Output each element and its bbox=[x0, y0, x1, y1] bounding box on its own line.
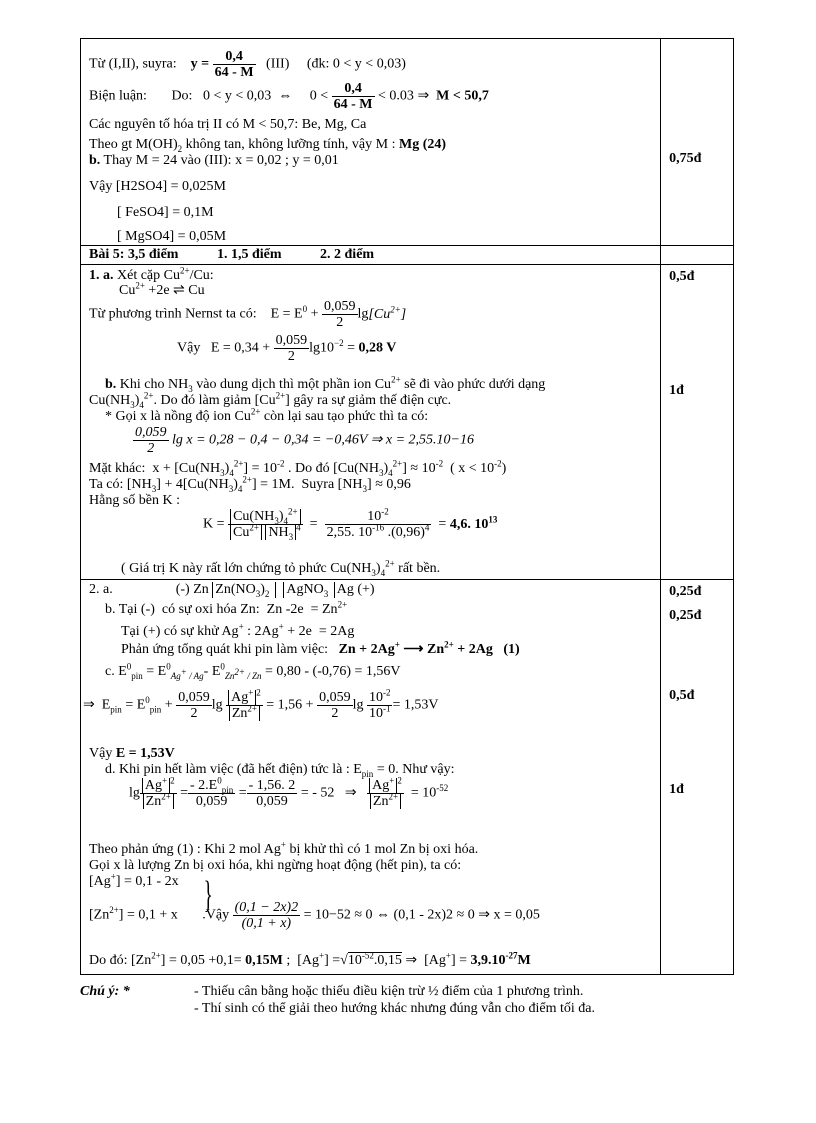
section-part-1 bbox=[81, 265, 734, 580]
score: 1đ bbox=[669, 782, 684, 797]
p1: 1. 1,5 điểm bbox=[216, 247, 282, 262]
t: b. bbox=[89, 153, 101, 168]
fraction: $\frac{Ag^+ ^2}{Zn^{2+}}$ bbox=[226, 690, 263, 721]
cond: (đk: 0 < y < 0,03) bbox=[306, 56, 406, 72]
s3-c9: Theo phản ứng (1) : Khi 2 mol Ag+ bị khử thì có 1 mol Zn bị oxi hóa. bbox=[89, 839, 479, 857]
fraction bbox=[322, 299, 358, 330]
section1-content bbox=[81, 39, 661, 246]
cond-b: 0 < bbox=[309, 88, 329, 104]
s2-b3: * Gọi x là nồng độ ion $Cu^{2+}$ còn lại sau tạo phức thì ta có: bbox=[105, 406, 429, 424]
s1-line5 bbox=[89, 153, 339, 169]
cond-a: 0 < y < 0,03 bbox=[202, 88, 272, 104]
s2-b4 bbox=[133, 425, 474, 456]
t: Từ phương trình Nernst ta có: bbox=[89, 306, 257, 322]
bai5-title bbox=[89, 247, 374, 263]
num: (0,1 − 2x)2 bbox=[234, 900, 299, 915]
section-part-2 bbox=[81, 580, 734, 975]
den: 2 bbox=[147, 441, 155, 456]
label: Từ (I,II), suyra: bbox=[89, 56, 177, 72]
s2-b5: Mặt khác: $x + [Cu(NH_3)_4^{2+}] = 10^{-2}$ . Do đó $[Cu(NH_3)_4^{2+}] \approx 10^{-2}$ ( $x < 10^{-2}$) bbox=[89, 458, 507, 478]
score: 1đ bbox=[669, 383, 684, 398]
s3-c6: ⇒ $E_{pin} = E^0_{pin}$ + $\frac{0,059}{2}$ lg $\frac{Ag^+ ^2}{Zn^{2+}}$ = 1,56 + $\frac{0,059}{2}$ lg $\frac{10^{-2}}{10^{-1}}$ = 1,53V bbox=[83, 687, 439, 721]
s2-a4: Vậy E = 0,34 + $\frac{0,059}{2}$ $\lg 10^{-2} = 0,28$ V bbox=[177, 333, 397, 364]
bai5-header bbox=[81, 246, 661, 265]
s1-line7: [ FeSO4] = 0,1M bbox=[117, 205, 214, 220]
bai5-header-row bbox=[81, 246, 734, 265]
s3-d-eq: lg $\frac{Ag^+ ^2}{Zn^{2+}}$ = $\frac{- 2.E^0_{pin}}{0,059}$ = $\frac{- 1,56. 2}{0,059}$ = - 52 ⇒ $\frac{Ag^+ ^2}{Zn^{2+}}$ = $10^{-52}$ bbox=[129, 775, 449, 809]
fraction: $\frac{- 2.E^0_{pin}}{0,059}$ bbox=[190, 775, 234, 809]
num: 0,059 bbox=[324, 299, 356, 314]
s1-line8: [ MgSO4] = 0,05M bbox=[117, 229, 227, 244]
eq: lg x = 0,28 − 0,4 − 0,34 = −0,46V ⇒ x = 2,55.10−16 bbox=[172, 432, 474, 448]
s1-line4: Theo gt $M(OH)_2$ không tan, không lưỡng tính, vậy M : Mg (24) bbox=[89, 137, 447, 154]
s2-b2: $Cu(NH_3)_4^{2+}$. Do đó làm giảm $[Cu^{2+}]$ gây ra sự giảm thế điện cực. bbox=[89, 390, 452, 410]
t: 2. a. bbox=[89, 582, 113, 597]
t: Mg (24) bbox=[398, 137, 447, 152]
fraction: $\frac{Cu(NH_3)_4^{2+}}{Cu^{2+} NH_3^4}$ bbox=[228, 509, 303, 540]
result: M < 50,7 bbox=[436, 88, 489, 104]
grading-table bbox=[80, 38, 734, 975]
s3-c4: Phản ứng tổng quát khi pin làm việc: Zn + 2Ag+ ⟶ $Zn^{2+} + 2Ag$ (1) bbox=[121, 639, 520, 657]
s2-b6: Ta có: $[NH_3] + 4[Cu(NH_3)_4^{2+}] = 1M$. Suyra $[NH_3] \approx 0,96$ bbox=[89, 474, 411, 494]
score: 0,5đ bbox=[669, 688, 695, 703]
note-line2: - Thí sinh có thể giải theo hướng khác nhưng đúng vẫn cho điểm tối đa. bbox=[194, 1001, 596, 1016]
fraction: $\frac{10^{-2}}{2,55. 10^{-16} .(0,96)^4}$ bbox=[326, 506, 430, 540]
fraction: $\frac{0,059}{2}$ bbox=[178, 690, 210, 721]
score: 0,25đ bbox=[669, 584, 702, 599]
num: 0,059 bbox=[135, 425, 167, 440]
s3-c7: Vậy E = 1,53V bbox=[89, 746, 175, 761]
score: 0,5đ bbox=[669, 269, 695, 284]
cond-c: < 0.03 bbox=[378, 88, 414, 104]
den: 64 - M bbox=[214, 65, 254, 80]
label: Biện luận: bbox=[89, 88, 147, 104]
s1-line2: Biện luận: Do: 0 < y < 0,03 ⇔ 0 < $\frac{0,4}{64 - M}$ < 0.03 ⇒ M < 50,7 bbox=[89, 81, 489, 112]
s2-b1: b. Khi cho $NH_3$ vào dung dịch thì một phần ion $Cu^{2+}$ sẽ đi vào phức dưới dạng bbox=[105, 374, 546, 394]
s1-line6: Vậy [H2SO4] = 0,025M bbox=[89, 179, 226, 194]
s3-c5: c. $E^0_{pin} = E^0_{Ag^+ / Ag}-$ $E^0_{Zn^{2+} / Zn} = 0,80 - (-0,76) = 1,56V$ bbox=[105, 661, 401, 681]
result: 0,28 V bbox=[358, 340, 397, 356]
t: Phản ứng tổng quát khi pin làm việc: bbox=[121, 642, 329, 657]
fraction bbox=[274, 333, 310, 364]
note-label: Chú ý: * bbox=[80, 984, 130, 999]
num: 0,4 bbox=[332, 81, 375, 97]
t: không tan, không lưỡng tính, vậy M : bbox=[182, 137, 399, 152]
s2-a3: Từ phương trình Nernst ta có: $E = E^0$ + $\frac{0,059}{2}$ $\lg[Cu^{2+}]$ bbox=[89, 299, 407, 330]
fraction: $\frac{- 1,56. 2}{0,059}$ bbox=[248, 778, 296, 809]
score: 0,25đ bbox=[669, 608, 702, 623]
section2-content bbox=[81, 265, 661, 580]
s2-a2: $Cu^{2+} +2e$ ⇌ Cu bbox=[119, 280, 205, 298]
den: 2 bbox=[287, 349, 295, 364]
bai5-header-score bbox=[661, 246, 734, 265]
k: K = bbox=[203, 516, 225, 532]
den: 64 - M bbox=[333, 97, 373, 112]
num: 0,4 bbox=[213, 49, 256, 65]
title: Bài 5: 3,5 điểm bbox=[89, 247, 179, 262]
fraction bbox=[233, 900, 301, 931]
fraction: $\frac{Ag^+ ^2}{Zn^{2+}}$ bbox=[140, 778, 177, 809]
y-eq: y = bbox=[190, 56, 210, 72]
t: Thay M = 24 vào (III): x = 0,02 ; y = 0,01 bbox=[100, 153, 339, 168]
s3-c3: Tại (+) có sự khử Ag+ : 2Ag+ + 2e = 2Ag bbox=[121, 621, 355, 639]
s1-line3: Các nguyên tố hóa trị II có M < 50,7: Be, Mg, Ca bbox=[89, 117, 367, 132]
s3-c2: b. Tại (-) có sự oxi hóa Zn: Zn $-2e = Zn^{2+}$ bbox=[105, 599, 348, 617]
num: 0,059 bbox=[275, 333, 308, 348]
fraction: $\frac{10^{-2}}{10^{-1}}$ bbox=[368, 687, 391, 721]
s3-c13: Do đó: $[Zn^{2+}] = 0,05 +0,1= 0,15M$ ; $[Ag^+] =√10^{-52}.0,15$ ⇒ $[Ag^+] = 3,9.10^{-27}M$ bbox=[89, 950, 531, 968]
tag: (III) bbox=[266, 56, 290, 72]
s3-c10: Gọi x là lượng Zn bị oxi hóa, khi ngừng hoạt động (hết pin), ta có: bbox=[89, 858, 462, 873]
section-part-b bbox=[81, 39, 734, 246]
s2-b8: ( Giá trị K này rất lớn chứng tỏ phức $Cu(NH_3)_4^{2+}$ rất bền. bbox=[121, 558, 441, 578]
note-line1: - Thiếu cân bằng hoặc thiếu điều kiện trừ ½ điểm của 1 phương trình. bbox=[194, 984, 584, 999]
fraction bbox=[332, 81, 375, 112]
fraction: $\frac{Ag^+ ^2}{Zn^{2+}}$ bbox=[367, 778, 404, 809]
fraction bbox=[213, 49, 256, 80]
den: (0,1 + x) bbox=[241, 916, 292, 931]
t: .Vậy bbox=[202, 907, 230, 923]
s3-c1: 2. a. (-) Zn $Zn(NO_3)_2$ AgNO$_3$ Ag (+) bbox=[89, 582, 375, 599]
s2-a1: 1. a. Xét cặp $Cu^{2+}/Cu$: bbox=[89, 265, 214, 283]
section2-score bbox=[661, 265, 734, 580]
score: 0,75đ bbox=[669, 151, 702, 166]
brace: } bbox=[203, 874, 213, 916]
section1-score bbox=[661, 39, 734, 246]
fraction: $\frac{0,059}{2}$ bbox=[319, 690, 351, 721]
s3-c12: $[Zn^{2+}] = 0,1 + x$ .Vậy $\frac{(0,1 - 2x)2}{(0,1 + x)}$ = 10−52 ≈ 0 ⇔ (0,1 - 2x)2 ≈ 0 ⇒ x = 0,05 bbox=[89, 900, 540, 931]
p2: 2. 2 điểm bbox=[320, 247, 375, 262]
s2-k-equation: K = $\frac{Cu(NH_3)_4^{2+}}{Cu^{2+} NH_3^4}$ = $\frac{10^{-2}}{2,55. 10^{-16} .(0,96)^4}$ = 4,6. $10^{13}$ bbox=[203, 506, 498, 542]
s3-c11: [Ag+] = 0,1 - 2x bbox=[89, 871, 179, 889]
fraction bbox=[133, 425, 169, 456]
section3-content bbox=[81, 580, 661, 975]
do: Do: bbox=[171, 88, 193, 104]
rest: = 10−52 ≈ 0 ⇔ (0,1 - 2x)2 ≈ 0 ⇒ x = 0,05 bbox=[303, 907, 540, 923]
section3-score bbox=[661, 580, 734, 975]
t: Theo gt M(OH) bbox=[89, 137, 178, 152]
s3-c8: d. Khi pin hết làm việc (đã hết điện) tức là : $E_{pin} = 0$. Như vậy: bbox=[105, 762, 455, 779]
den: 2 bbox=[336, 315, 344, 330]
s2-b7: Hằng số bền K : bbox=[89, 493, 180, 508]
s1-line1 bbox=[89, 49, 406, 80]
